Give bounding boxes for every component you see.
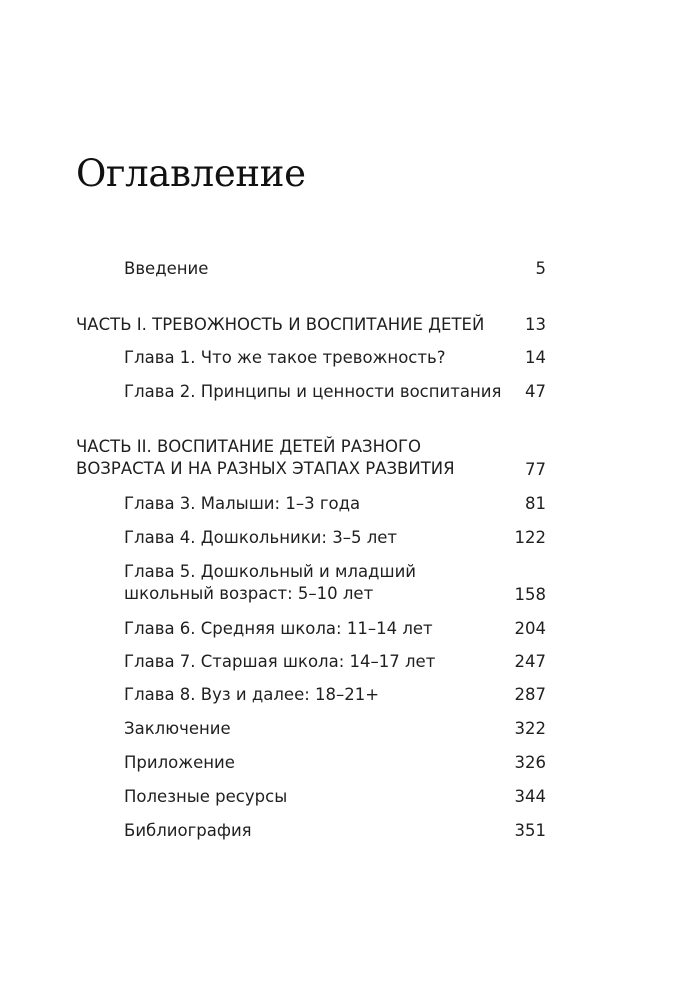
toc-entry-label: Глава 5. Дошкольный и младший: [124, 562, 417, 581]
toc-entry-label: Библиография: [124, 821, 252, 840]
toc-entry-label-continued: ВОЗРАСТА И НА РАЗНЫХ ЭТАПАХ РАЗВИТИЯ: [76, 459, 455, 478]
toc-entry-label: Глава 3. Малыши: 1–3 года: [124, 494, 361, 513]
toc-page-number: 204: [514, 619, 546, 638]
toc-page-number: 351: [514, 821, 546, 840]
toc-entry-label: Приложение: [124, 753, 235, 772]
toc-entry-label: Глава 2. Принципы и ценности воспитания: [124, 382, 502, 401]
toc-entry-label: Глава 6. Средняя школа: 11–14 лет: [124, 619, 433, 638]
toc-page-number: 158: [514, 585, 546, 604]
toc-page-number: 14: [525, 348, 546, 367]
toc-page-number: 81: [525, 494, 546, 513]
toc-page-number: 322: [514, 719, 546, 738]
toc-entry-introduction: [124, 258, 208, 280]
toc-entry-bibliography: [124, 820, 252, 842]
toc-entry-chapter-1: [124, 347, 445, 369]
toc-page-number: 5: [535, 259, 546, 278]
page-title: Оглавление: [76, 152, 306, 195]
toc-entry-label: Полезные ресурсы: [124, 787, 288, 806]
toc-entry-label: Глава 4. Дошкольники: 3–5 лет: [124, 528, 398, 547]
toc-entry-chapter-2: [124, 381, 501, 403]
toc-entry-resources: [124, 786, 287, 808]
toc-entry-label: Введение: [124, 259, 209, 278]
toc-page-number: 13: [525, 315, 546, 334]
toc-entry-label: Глава 1. Что же такое тревожность?: [124, 348, 446, 367]
toc-entry-chapter-7: [124, 651, 435, 673]
toc-page-number: 77: [525, 460, 546, 479]
toc-entry-chapter-3: [124, 493, 360, 515]
toc-page-number: 326: [514, 753, 546, 772]
toc-entry-label: ЧАСТЬ II. ВОСПИТАНИЕ ДЕТЕЙ РАЗНОГО: [76, 437, 422, 456]
toc-page-number: 247: [514, 652, 546, 671]
toc-entry-label: ЧАСТЬ I. ТРЕВОЖНОСТЬ И ВОСПИТАНИЕ ДЕТЕЙ: [76, 315, 485, 334]
toc-entry-appendix: [124, 752, 235, 774]
toc-entry-chapter-6: [124, 618, 433, 640]
toc-entry-chapter-4: [124, 527, 397, 549]
toc-page-number: 47: [525, 382, 546, 401]
toc-entry-chapter-8: [124, 684, 379, 706]
toc-page-number: 287: [514, 685, 546, 704]
toc-entry-label-continued: школьный возраст: 5–10 лет: [124, 584, 374, 603]
toc-entry-conclusion: [124, 718, 231, 740]
toc-entry-label: Глава 7. Старшая школа: 14–17 лет: [124, 652, 436, 671]
toc-entry-label: Глава 8. Вуз и далее: 18–21+: [124, 685, 380, 704]
toc-page-number: 344: [514, 787, 546, 806]
toc-page-number: 122: [514, 528, 546, 547]
toc-entry-part-2: [76, 436, 455, 480]
toc-entry-part-1: [76, 314, 484, 336]
toc-entry-label: Заключение: [124, 719, 231, 738]
toc-entry-chapter-5: [124, 561, 416, 605]
